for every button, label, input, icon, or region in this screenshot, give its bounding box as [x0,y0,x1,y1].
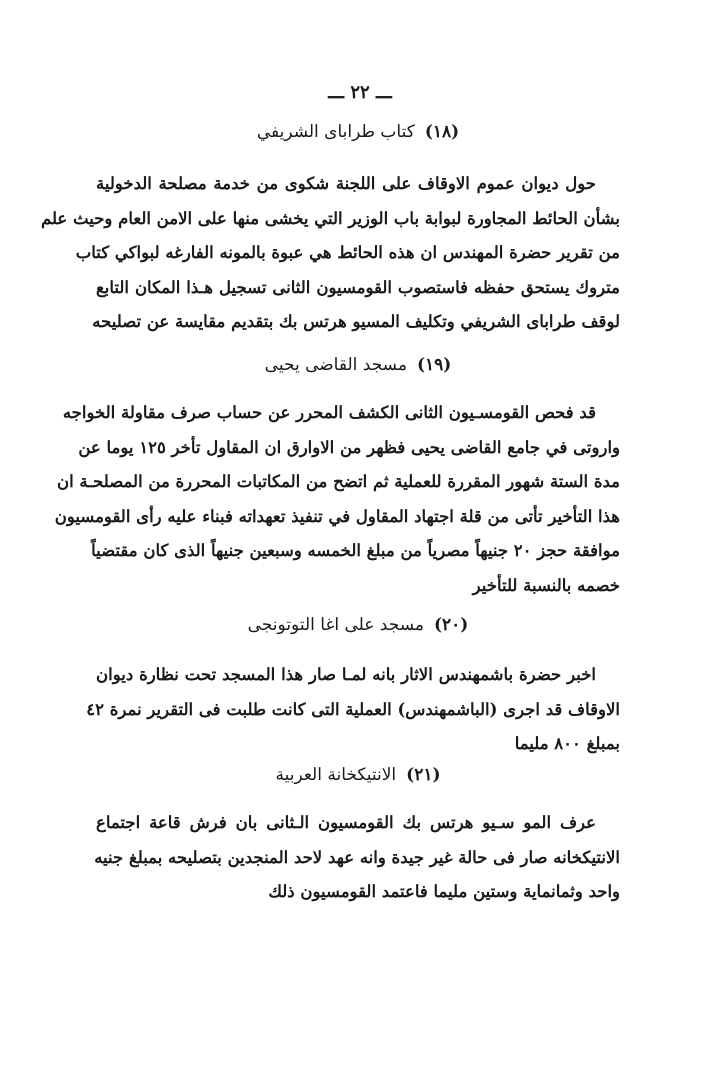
section-20 [86,610,620,762]
section-heading [96,760,620,790]
section-heading [96,117,620,147]
text-line: اخبر حضرة باشمهندس الاثار بانه لمـا صار هذا المسجد تحت نظارة ديوان [96,665,596,684]
section-paragraph [86,658,620,762]
text-line: قد فحص القومسـيون الثانى الكشف المحرر عن حساب صرف مقاولة الخواجه [62,403,596,422]
text-line: موافقة حجز ٢٠ جنيهاً مصرياً من مبلغ الخمسه وسبعين جنيهاً الذى كان مقتضياً [91,541,620,560]
section-number: (٢٠) [433,615,469,635]
section-title: الانتيكخانة العربية [275,765,397,785]
section-21 [96,760,620,910]
section-title: مسجد على اغا التوتونجى [247,615,424,635]
text-line: الاوقاف قد اجرى (الباشمهندس) العملية التى كانت طلبت فى التقرير نمرة ٤٢ [86,699,620,719]
text-line: الانتيكخانه صار فى حالة غير جيدة وانه عهد لاحد المنجدين بتصليحه بمبلغ جنيه [94,847,620,867]
section-title: مسجد القاضى يحيى [264,355,407,375]
section-number: (٢١) [406,765,441,785]
text-line: متروك يستحق حفظه فاستصوب القومسيون الثانى تسجيل هـذا المكان التابع [96,277,620,297]
text-line: من تقرير حضرة المهندس ان هذه الحائط هي عبوة بالمونه الفارغه لبواكي كتاب [75,243,620,262]
section-19 [54,350,620,603]
text-line: خصمه بالنسبة للتأخير [472,575,620,595]
text-line: هذا التأخير تأتى من قلة اجتهاد المقاول في تنفيذ تعهداته فبناء عليه رأى القومسيون [54,506,620,526]
text-line: لوقف طرابای الشريفي وتكليف المسيو هرتس بك بتقديم مقايسة عن تصليحه [92,312,620,331]
text-line: مدة الستة شهور المقررة للعملية ثم اتضح من المكاتبات المحررة من المصلحـة ان [56,472,620,491]
section-paragraph [54,396,620,603]
section-heading [96,350,620,380]
page-number: ـــ ٢٢ ـــ [328,82,392,103]
text-line: بشأن الحائط المجاورة لبوابة باب الوزير التي يخشى منها على الامن العام وحيث علم [40,208,620,228]
text-line: حول ديوان عموم الاوقاف على اللجنة شكوى من خدمة مصلحة الدخولية [96,174,596,193]
section-paragraph [96,806,620,910]
section-18 [40,117,620,340]
section-paragraph [40,167,620,340]
section-number: (١٨) [424,122,460,142]
text-line: بمبلغ ٨٠٠ مليما [514,734,620,753]
section-title: كتاب طرابای الشریفي [256,122,415,142]
text-line: عرف المو سـيو هرتس بك القومسيون الـثانى بان فرش قاعة اجتماع [96,813,596,832]
section-heading [96,610,620,640]
text-line: واحد وثمانماية وستين مليما فاعتمد القومسيون ذلك [268,882,620,901]
text-line: واروتى في جامع القاضى يحيى فظهر من الاوارق ان المقاول تأخر ١٢٥ يوما عن [78,437,620,457]
section-number: (١٩) [416,355,452,375]
